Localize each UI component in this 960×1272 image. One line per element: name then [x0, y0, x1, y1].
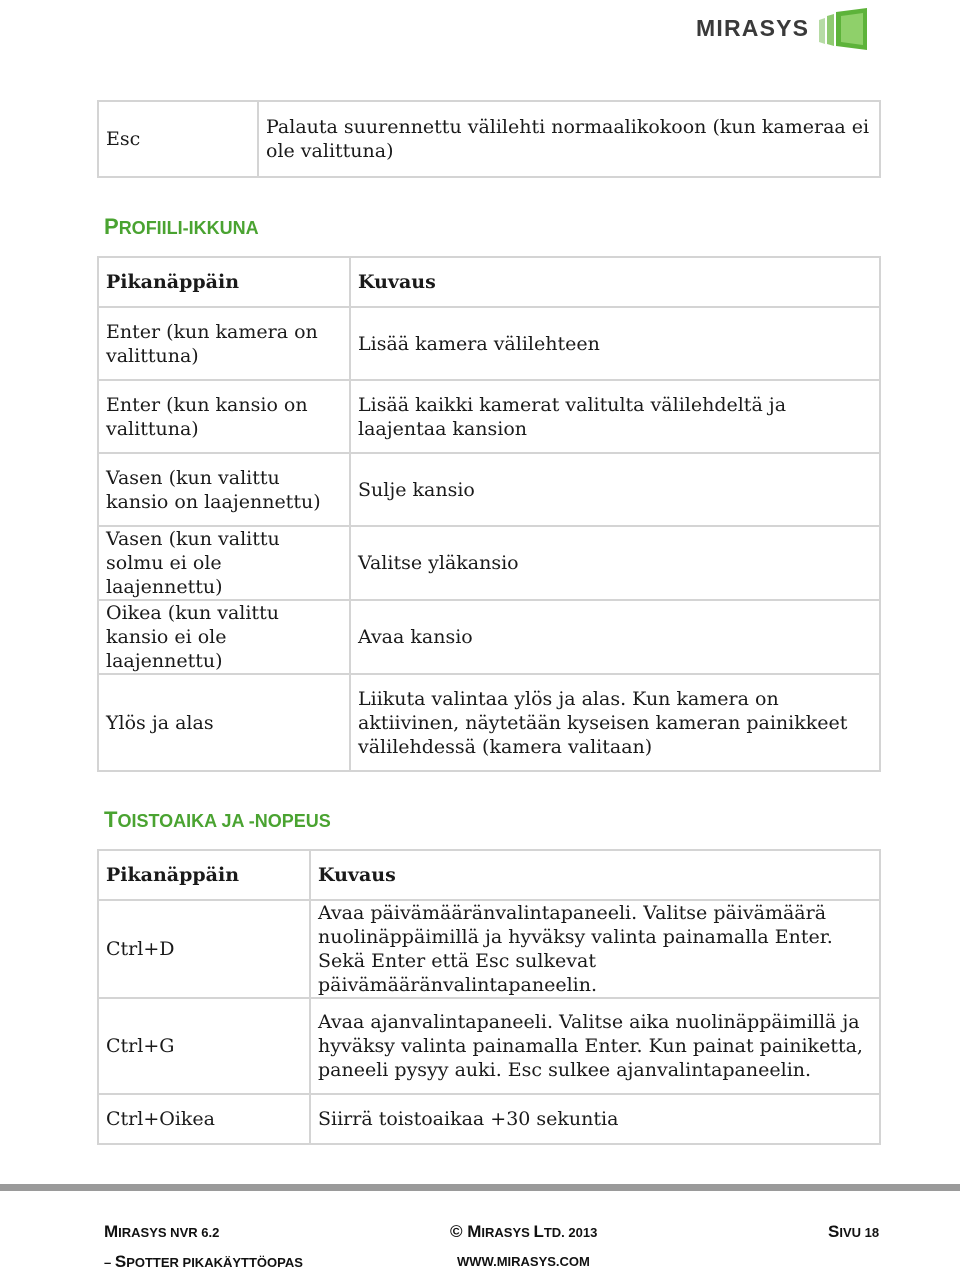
mirasys-logo: [696, 6, 871, 50]
logo-text: MIRASYS: [696, 14, 810, 41]
footer-rule: [0, 1184, 960, 1191]
table-row: [98, 1094, 880, 1144]
shortcut-description: Lisää kamera välilehteen: [350, 307, 880, 380]
mirasys-logo-icon: [817, 6, 871, 50]
shortcut-key: Vasen (kun valittu solmu ei ole laajennettu): [98, 526, 350, 600]
shortcut-key: Enter (kun kamera on valittuna): [98, 307, 350, 380]
shortcut-key: Ylös ja alas: [98, 674, 350, 771]
footer-product: MIRASYS NVR 6.2: [104, 1222, 220, 1241]
table-row: [98, 453, 880, 526]
table-row: [98, 600, 880, 674]
table-row: [98, 307, 880, 380]
table-header-row: [98, 257, 880, 307]
footer-website-link[interactable]: WWW.MIRASYS.COM: [457, 1254, 590, 1269]
shortcut-key: Vasen (kun valittu kansio on laajennettu): [98, 453, 350, 526]
table-header-row: [98, 850, 880, 900]
table-row: [98, 526, 880, 600]
table-row: [98, 998, 880, 1094]
profile-window-shortcut-table: [97, 256, 881, 772]
section-heading-profile-window: PROFIILI-IKKUNA: [104, 214, 259, 239]
table-row: [98, 900, 880, 998]
table-row: [98, 674, 880, 771]
playback-shortcut-table: [97, 849, 881, 1145]
section-heading-playback-time-speed: TOISTOAIKA JA -NOPEUS: [104, 807, 331, 832]
shortcut-description: Palauta suurennettu välilehti normaalikokoon (kun kameraa ei ole valittuna): [258, 101, 880, 177]
footer-guide-title: – SPOTTER PIKAKÄYTTÖOPAS: [104, 1252, 303, 1271]
shortcut-description: Liikuta valintaa ylös ja alas. Kun kamera on aktiivinen, näytetään kyseisen kameran painikkeet välilehdessä (kamera valitaan): [350, 674, 880, 771]
shortcut-key: Ctrl+G: [98, 998, 310, 1094]
shortcut-key: Enter (kun kansio on valittuna): [98, 380, 350, 453]
table-row: [98, 380, 880, 453]
shortcut-description: Valitse yläkansio: [350, 526, 880, 600]
shortcut-description: Sulje kansio: [350, 453, 880, 526]
shortcut-key: Ctrl+D: [98, 900, 310, 998]
column-header-shortcut: Pikanäppäin: [98, 257, 350, 307]
footer-page-number: SIVU 18: [828, 1222, 880, 1241]
shortcut-description: Lisää kaikki kamerat valitulta välilehdeltä ja laajentaa kansion: [350, 380, 880, 453]
shortcut-description: Avaa ajanvalintapaneeli. Valitse aika nuolinäppäimillä ja hyväksy valinta painamalla Enter. Kun painat painiketta, paneeli pysyy auki. Esc sulkee ajanvalintapaneelin.: [310, 998, 880, 1094]
shortcut-key: Esc: [98, 101, 258, 177]
column-header-shortcut: Pikanäppäin: [98, 850, 310, 900]
shortcut-description: Avaa päivämääränvalintapaneeli. Valitse päivämäärä nuolinäppäimillä ja hyväksy valinta painamalla Enter. Sekä Enter että Esc sulkevat päivämääränvalintapaneelin.: [310, 900, 880, 998]
footer-copyright: © MIRASYS LTD. 2013: [450, 1222, 598, 1241]
shortcut-description: Siirrä toistoaikaa +30 sekuntia: [310, 1094, 880, 1144]
shortcut-key: Ctrl+Oikea: [98, 1094, 310, 1144]
esc-shortcut-table: [97, 100, 881, 178]
shortcut-description: Avaa kansio: [350, 600, 880, 674]
column-header-description: Kuvaus: [310, 850, 880, 900]
shortcut-key: Oikea (kun valittu kansio ei ole laajennettu): [98, 600, 350, 674]
column-header-description: Kuvaus: [350, 257, 880, 307]
table-row: [98, 101, 880, 177]
